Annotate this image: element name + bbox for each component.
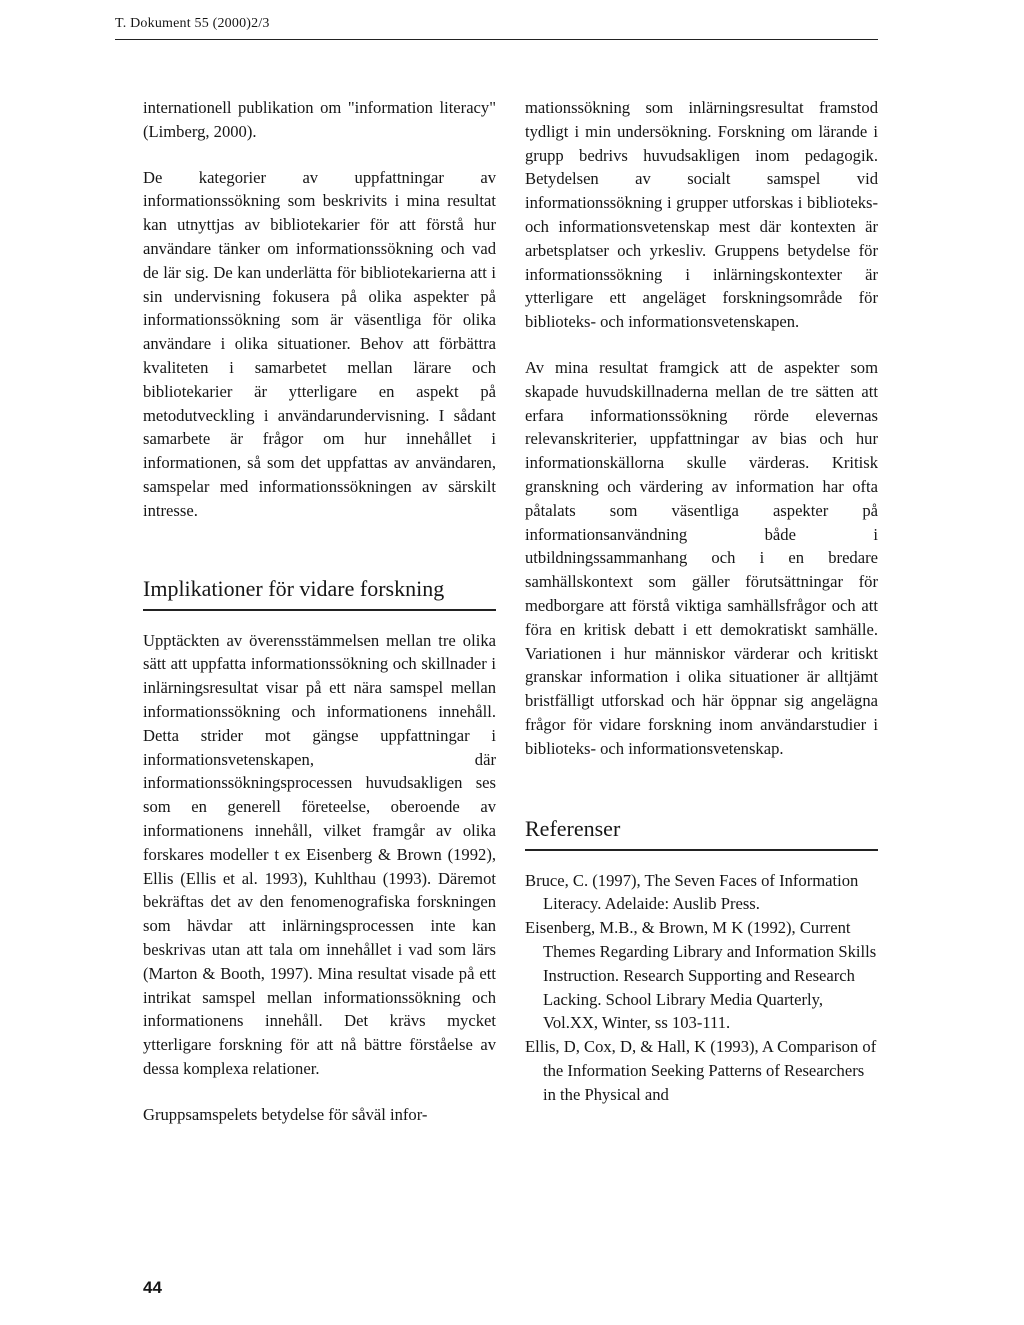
section-heading: Implikationer för vidare forskning <box>143 575 496 611</box>
paragraph: internationell publikation om "information literacy" (Limberg, 2000). <box>143 98 496 141</box>
page-number: 44 <box>143 1278 162 1297</box>
running-header: T. Dokument 55 (2000)2/3 <box>115 16 270 31</box>
section-heading: Referenser <box>525 815 878 851</box>
paragraph: Gruppsamspelets betydelse för såväl infor- <box>143 1104 428 1124</box>
left-column <box>143 96 496 1126</box>
reference-item: Ellis, D, Cox, D, & Hall, K (1993), A Comparison of the Information Seeking Patterns of Researchers in the Physical and <box>525 1037 877 1104</box>
paragraph: Upptäckten av överensstämmelsen mellan tre olika sätt att uppfatta informationssökning och skillnader i inlärningsresultat visar på ett nära samspel mellan informationssökning och informationens innehåll. Detta strider mot gängse uppfattningar i informationsvetenskapen, där informationssökningsprocessen huvudsakligen ses som en generell företeelse, oberoende av informationens innehåll, vilket framgår av olika forskares modeller t ex Eisenberg & Brown (1992), Ellis (Ellis et al. 1993), Kuhlthau (1993). Däremot bekräftas det av den fenomenografiska forskningen som hävdar att inlärningsprocessen inte kan beskrivas utan att tala om innehållet i vad som lärs (Marton & Booth, 1997). Mina resultat visade på ett intrikat samspel mellan informationssökning och informationens innehåll. Det krävs mycket ytterligare forskning för att nå bättre förståelse av dessa komplexa relationer. <box>143 630 496 1078</box>
paragraph: De kategorier av uppfattningar av informationssökning som beskrivits i mina resultat kan utnyttjas av bibliotekarier för att förstå hur användare tänker om informationssökning och vad de lär sig. De kan underlätta för bibliotekarierna att i sin undervisning fokusera på olika aspekter på informationssökning som är väsentliga för olika användare i olika situationer. Behov att förbättra kvaliteten i samarbetet mellan lärare och bibliotekarier är ytterligare en aspekt på metodutveckling i användarundervisning. I sådant samarbete är frågor om hur innehållet i informationen, så som det uppfattas av användaren, samspelar med informationssökningen av särskilt intresse. <box>143 167 496 520</box>
reference-item: Eisenberg, M.B., & Brown, M K (1992), Current Themes Regarding Library and Information Skills Instruction. Research Supporting and Research Lacking. School Library Media Quarterly, Vol.XX, Winter, ss 103-111. <box>525 918 877 1033</box>
right-column <box>525 96 878 1106</box>
paragraph: Av mina resultat framgick att de aspekter som skapade huvudskillnaderna mellan de tre sätten att erfara informationssökning rörde elevernas relevanskriterier, uppfattningar av bias och hur informationskällorna skulle värderas. Kritisk granskning och värdering av information har ofta påtalats som väsentliga aspekter på informationsanvändning både i utbildningssammanhang och i en bredare samhällskontext som gäller förutsättningar för medborgare att förstå viktiga samhällsfrågor och att föra en kritisk debatt i ett demokratiskt samhälle. Variationen i hur människor värderar och kritiskt granskar information i olika situationer är alltjämt bristfälligt utforskad och här öppnar sig angelägna frågor för vidare forskning inom användarstudier i biblioteks- och informationsvetenskap. <box>525 357 878 758</box>
reference-item: Bruce, C. (1997), The Seven Faces of Information Literacy. Adelaide: Auslib Press. <box>525 870 859 914</box>
header-rule <box>115 39 878 40</box>
paragraph: mationssökning som inlärningsresultat framstod tydligt i min undersökning. Forskning om lärande i grupp bedrivs huvudsakligen inom pedagogik. Betydelsen av socialt samspel vid informationssökning i grupper utforskas i biblioteks- och informationsvetenskap mest där kontexten är arbetsplatser och yrkesliv. Gruppens betydelse för informationssökning i inlärningskontexter är ytterligare ett angeläget forskningsområde för biblioteks- och informationsvetenskapen. <box>525 98 878 332</box>
reference-list <box>525 869 878 1107</box>
